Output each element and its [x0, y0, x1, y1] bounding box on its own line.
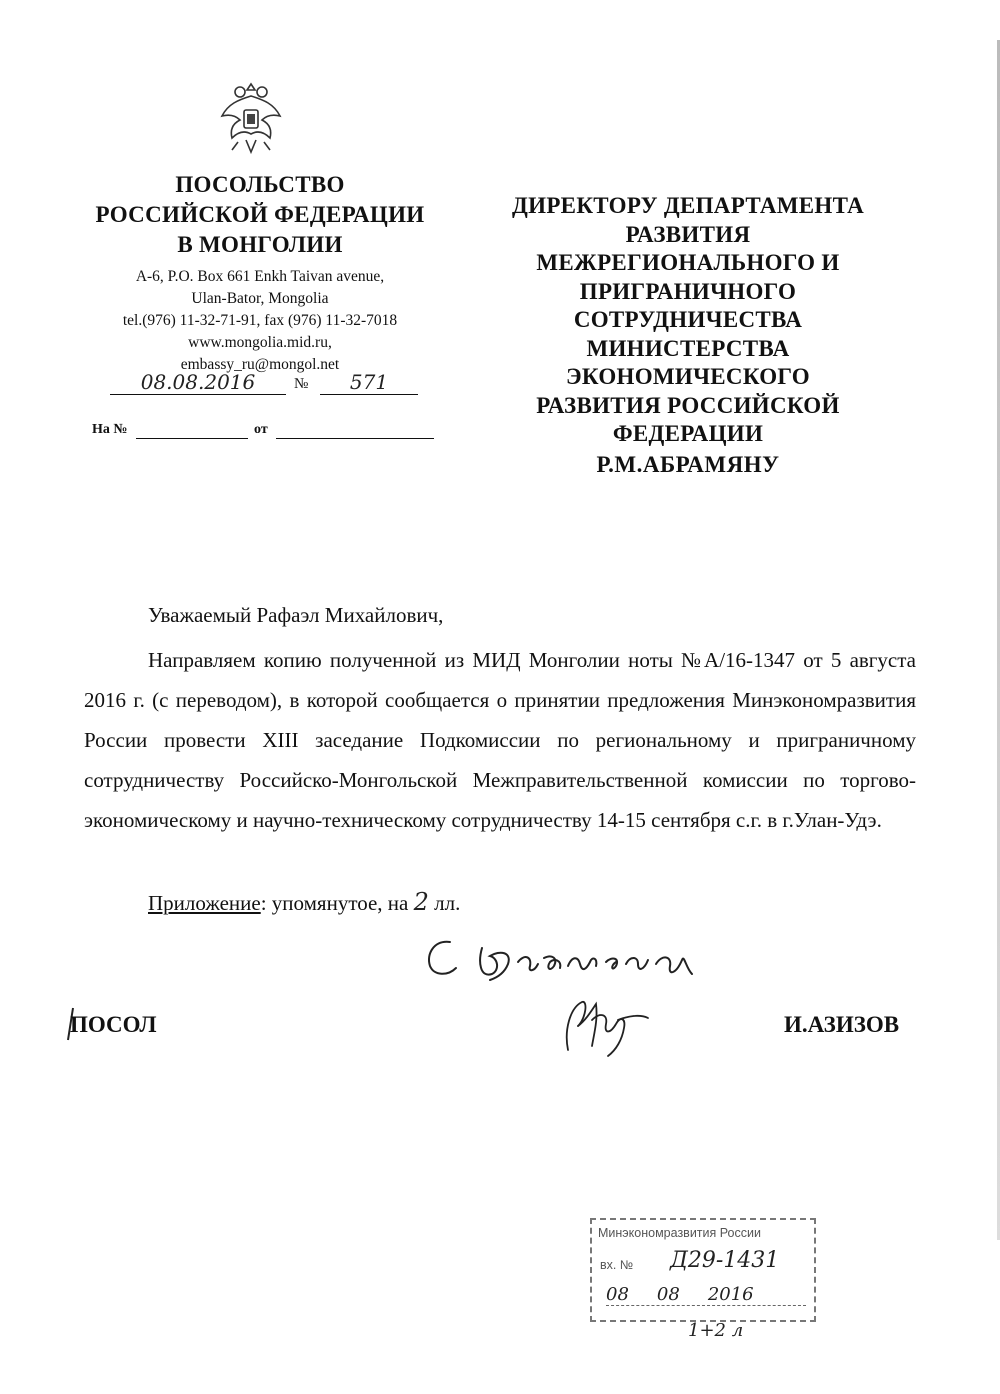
attachment-text: : упомянутое, на	[260, 891, 409, 915]
stamp-date-day: 08	[606, 1284, 629, 1305]
handwritten-signature	[548, 990, 658, 1060]
letter-body-text: Направляем копию полученной из МИД Монголии ноты №А/16-1347 от 5 августа 2016 г. (с переводом), в которой сообщается о принятии предложения Минэкономразвития России провести XIII заседание Подкомиссии по региональному и приграничному сотрудничеству Российско-Монгольской Межправительственной комиссии по торгово-экономическому и научно-техническому сотрудничеству 14-15 сентября с.г. в г.Улан-Удэ.	[84, 648, 916, 832]
signatory-name: И.АЗИЗОВ	[784, 1012, 900, 1037]
addressee-line: РАЗВИТИЯ	[625, 221, 751, 247]
incoming-stamp	[590, 1218, 816, 1322]
addressee-line: СОТРУДНИЧЕСТВА	[573, 307, 803, 332]
stamp-incoming-number: Д29-1431	[670, 1248, 780, 1273]
stamp-date-month: 08	[656, 1284, 680, 1305]
incoming-reference	[92, 422, 437, 446]
addressee-line: ДИРЕКТОРУ ДЕПАРТАМЕНТА	[512, 193, 864, 218]
address-line: Ulan-Bator, Mongolia	[191, 290, 329, 307]
address-line: A-6, P.O. Box 661 Enkh Taivan avenue,	[135, 268, 385, 285]
address-line: tel.(976) 11-32-71-91, fax (976) 11-32-7018	[122, 312, 398, 329]
stamp-incoming-label: вх. №	[600, 1258, 634, 1272]
addressee-line: МЕЖРЕГИОНАЛЬНОГО И	[536, 250, 840, 275]
stamp-date-year: 2016	[707, 1284, 754, 1305]
handwritten-closing	[420, 928, 720, 988]
addressee-line: РАЗВИТИЯ РОССИЙСКОЙ	[536, 392, 840, 418]
outgoing-number-label: №	[294, 376, 309, 392]
embassy-name-line: РОССИЙСКОЙ ФЕДЕРАЦИИ	[95, 202, 425, 227]
addressee-line: ФЕДЕРАЦИИ	[612, 421, 764, 446]
attachment-unit: лл.	[434, 891, 461, 915]
address-line: www.mongolia.mid.ru,	[188, 334, 332, 351]
stamp-organization: Минэкономразвития России	[598, 1226, 761, 1240]
stamp-handwritten-mark: 1+2 л	[688, 1320, 744, 1341]
embassy-address	[80, 266, 440, 376]
attachment-label: Приложение	[148, 891, 261, 915]
addressee-line: ЭКОНОМИЧЕСКОГО	[566, 364, 810, 389]
outgoing-registration	[110, 372, 420, 402]
addressee-name: Р.М.АБРАМЯНУ	[596, 452, 780, 477]
incoming-ref-from-label: от	[254, 422, 268, 437]
letter-body	[84, 640, 916, 840]
attachment-pages: 2	[413, 888, 429, 916]
russian-coat-of-arms-icon	[218, 78, 284, 158]
embassy-name	[80, 170, 440, 260]
addressee-line: ПРИГРАНИЧНОГО	[579, 278, 797, 304]
outgoing-number: 571	[320, 370, 418, 395]
salutation: Уважаемый Рафаэл Михайлович,	[148, 603, 444, 627]
incoming-ref-label: На №	[92, 422, 128, 437]
incoming-ref-date-blank	[276, 438, 434, 439]
address-line: embassy_ru@mongol.net	[180, 356, 340, 373]
outgoing-date: 08.08.2016	[110, 370, 286, 395]
addressee-line: МИНИСТЕРСТВА	[586, 335, 790, 361]
embassy-name-line: ПОСОЛЬСТВО	[175, 172, 345, 197]
embassy-name-line: В МОНГОЛИИ	[177, 232, 343, 257]
attachment-note	[148, 888, 460, 916]
signatory-title: ПОСОЛ	[70, 1012, 157, 1037]
addressee-block	[488, 192, 888, 449]
stamp-date	[606, 1284, 806, 1306]
incoming-ref-number-blank	[136, 438, 248, 439]
